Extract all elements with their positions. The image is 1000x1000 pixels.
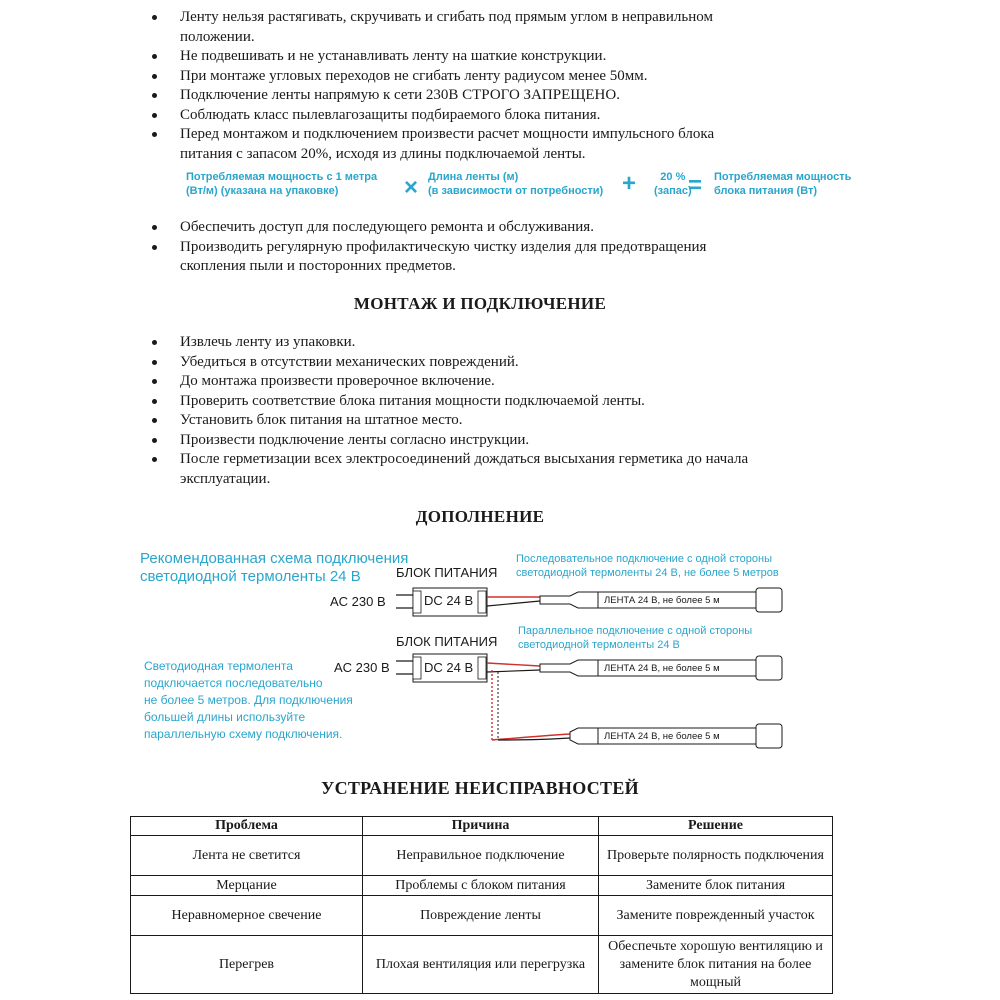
bullet-icon — [152, 379, 157, 384]
addition-heading: ДОПОЛНЕНИЕ — [415, 507, 545, 526]
dc-label-serial: DC 24 В — [424, 593, 474, 608]
table-cell: Мерцание — [131, 876, 363, 896]
list-item: Установить блок питания на штатное место. — [152, 411, 852, 431]
table-cell: Проблемы с блоком питания — [363, 876, 599, 896]
column-header-solution: Решение — [599, 817, 833, 836]
table-cell: Обеспечьте хорошую вентиляцию и замените блок питания на более мощный — [599, 936, 833, 994]
formula-term-length: Длина ленты (м) (в зависимости от потребности) — [428, 171, 604, 197]
ac-label-serial: AC 230 В — [330, 594, 386, 609]
strip-label: ЛЕНТА 24 В, не более 5 м — [604, 663, 720, 674]
dc-label-parallel: DC 24 В — [424, 660, 474, 675]
bullet-icon — [152, 15, 157, 20]
list-item: Произвести подключение ленты согласно инструкции. — [152, 431, 852, 451]
psu-label-parallel: БЛОК ПИТАНИЯ — [396, 634, 498, 649]
table-cell: Неравномерное свечение — [131, 896, 363, 936]
list-item: Ленту нельзя растягивать, скручивать и сгибать под прямым углом в неправильном положении. — [152, 8, 852, 47]
table-row — [131, 936, 833, 994]
bullet-icon — [152, 54, 157, 59]
formula-term-reserve: 20 % (запас) — [654, 171, 692, 197]
table-row — [131, 896, 833, 936]
list-item: При монтаже угловых переходов не сгибать ленту радиусом менее 50мм. — [152, 67, 852, 87]
service-list — [152, 218, 852, 277]
list-item: Обеспечить доступ для последующего ремонта и обслуживания. — [152, 218, 852, 238]
list-item: Перед монтажом и подключением произвести расчет мощности импульсного блока питания с запасом 20%, исходя из длины подключаемой ленты. — [152, 125, 852, 164]
table-row — [131, 836, 833, 876]
table-cell: Перегрев — [131, 936, 363, 994]
list-item: Подключение ленты напрямую к сети 230В СТРОГО ЗАПРЕЩЕНО. — [152, 86, 852, 106]
list-item: Убедиться в отсутствии механических повреждений. — [152, 353, 852, 373]
list-item: Извлечь ленту из упаковки. — [152, 333, 852, 353]
bullet-icon — [152, 418, 157, 423]
trouble-heading: УСТРАНЕНИЕ НЕИСПРАВНОСТЕЙ — [321, 778, 639, 798]
recommended-scheme-title: Рекомендованная схема подключения светодиодной термоленты 24 В — [140, 550, 409, 585]
strip-label: ЛЕНТА 24 В, не более 5 м — [604, 595, 720, 606]
bullet-icon — [152, 340, 157, 345]
table-cell: Замените поврежденный участок — [599, 896, 833, 936]
mount-heading: МОНТАЖ И ПОДКЛЮЧЕНИЕ — [353, 294, 607, 313]
mount-list — [152, 333, 852, 489]
list-item: До монтажа произвести проверочное включение. — [152, 372, 852, 392]
table-cell: Проверьте полярность подключения — [599, 836, 833, 876]
list-item: Соблюдать класс пылевлагозащиты подбираемого блока питания. — [152, 106, 852, 126]
table-row — [131, 876, 833, 896]
bullet-icon — [152, 93, 157, 98]
multiply-sign: × — [404, 174, 419, 201]
formula-term-result: Потребляемая мощность блока питания (Вт) — [714, 171, 852, 197]
table-cell: Повреждение ленты — [363, 896, 599, 936]
bullet-icon — [152, 399, 157, 404]
ac-label-parallel: AC 230 В — [334, 660, 390, 675]
bullet-icon — [152, 74, 157, 79]
table-cell: Неправильное подключение — [363, 836, 599, 876]
troubleshooting-table — [130, 816, 833, 994]
serial-connection-note: Последовательное подключение с одной стороны светодиодной термоленты 24 В, не более 5 метров — [516, 553, 779, 579]
table-cell: Лента не светится — [131, 836, 363, 876]
psu-label-serial: БЛОК ПИТАНИЯ — [396, 565, 498, 580]
formula-term-power-per-meter: Потребляемая мощность с 1 метра (Вт/м) (указана на упаковке) — [186, 171, 378, 197]
bullet-icon — [152, 225, 157, 230]
parallel-connection-note: Параллельное подключение с одной стороны светодиодной термоленты 24 В — [518, 625, 753, 651]
plus-sign: + — [622, 170, 637, 197]
bullet-icon — [152, 113, 157, 118]
list-item: Производить регулярную профилактическую чистку изделия для предотвращения скопления пыли и посторонних предметов. — [152, 238, 852, 277]
equals-sign: = — [688, 172, 703, 199]
table-cell: Плохая вентиляция или перегрузка — [363, 936, 599, 994]
intro-list — [152, 8, 852, 164]
strip-label: ЛЕНТА 24 В, не более 5 м — [604, 731, 720, 742]
table-cell: Замените блок питания — [599, 876, 833, 896]
psu-terminal-in — [413, 591, 421, 613]
bullet-icon — [152, 360, 157, 365]
list-item: После герметизации всех электросоединений дождаться высыхания герметика до начала эксплуатации. — [152, 450, 852, 489]
bullet-icon — [152, 457, 157, 462]
bullet-icon — [152, 438, 157, 443]
side-note: Светодиодная термолента подключается последовательно не более 5 метров. Для подключения большей длины используйте параллельную схему подключения. — [144, 659, 353, 741]
column-header-cause: Причина — [363, 817, 599, 836]
list-item: Проверить соответствие блока питания мощности подключаемой ленты. — [152, 392, 852, 412]
list-item: Не подвешивать и не устанавливать ленту на шаткие конструкции. — [152, 47, 852, 67]
bullet-icon — [152, 132, 157, 137]
connection-diagram — [0, 540, 1000, 760]
column-header-problem: Проблема — [131, 817, 363, 836]
psu-terminal-out — [478, 591, 486, 613]
table-header-row — [131, 817, 833, 836]
bullet-icon — [152, 245, 157, 250]
